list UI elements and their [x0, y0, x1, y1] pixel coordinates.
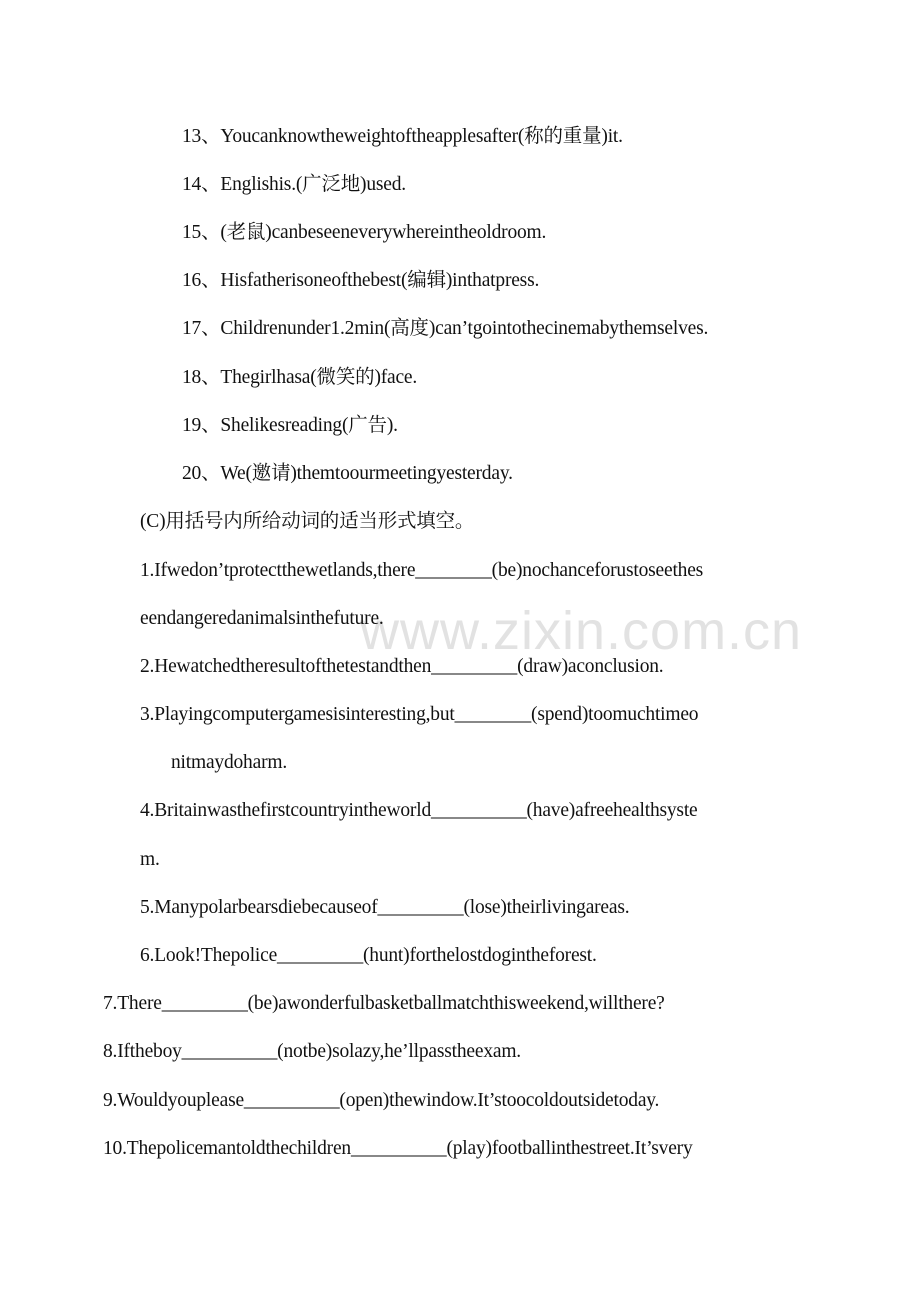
question-1-line-2: eendangeredanimalsinthefuture.: [140, 608, 384, 629]
question-10: 10.Thepolicemantoldthechildren__________(play)footballinthestreet.It’svery: [103, 1138, 693, 1159]
question-1-line-1: 1.Ifwedon’tprotectthewetlands,there________(be)nochanceforustoseethes: [140, 560, 704, 581]
question-4-line-1: 4.Britainwasthefirstcountryintheworld__________(have)afreehealthsyste: [140, 800, 698, 821]
section-c-heading: (C)用括号内所给动词的适当形式填空。: [140, 511, 475, 532]
question-2: 2.Hewatchedtheresultofthetestandthen_________(draw)aconclusion.: [140, 656, 664, 677]
exercise-item-20: 20、We(邀请)themtoourmeetingyesterday.: [182, 463, 513, 484]
question-9: 9.Wouldyouplease__________(open)thewindow.It’stoocoldoutsidetoday.: [103, 1090, 660, 1111]
exercise-item-19: 19、Shelikesreading(广告).: [182, 415, 398, 436]
exercise-item-14: 14、Englishis.(广泛地)used.: [182, 174, 406, 195]
question-5: 5.Manypolarbearsdiebecauseof_________(lose)theirlivingareas.: [140, 897, 630, 918]
exercise-item-18: 18、Thegirlhasa(微笑的)face.: [182, 367, 418, 388]
exercise-item-13: 13、Youcanknowtheweightoftheapplesafter(称的重量)it.: [182, 126, 623, 147]
watermark: www.zixin.com.cn: [360, 601, 803, 661]
exercise-item-16: 16、Hisfatherisoneofthebest(编辑)inthatpress.: [182, 270, 540, 291]
question-4-line-2: m.: [140, 849, 160, 870]
question-8: 8.Iftheboy__________(notbe)solazy,he’llpasstheexam.: [103, 1041, 521, 1062]
exercise-item-17: 17、Childrenunder1.2min(高度)can’tgointothecinemabythemselves.: [182, 318, 709, 339]
question-3-line-1: 3.Playingcomputergamesisinteresting,but________(spend)toomuchtimeo: [140, 704, 699, 725]
question-3-line-2: nitmaydoharm.: [171, 752, 287, 773]
question-7: 7.There_________(be)awonderfulbasketballmatchthisweekend,willthere?: [103, 993, 665, 1014]
exercise-item-15: 15、(老鼠)canbeseeneverywhereintheoldroom.: [182, 222, 547, 243]
question-6: 6.Look!Thepolice_________(hunt)forthelostdogintheforest.: [140, 945, 597, 966]
